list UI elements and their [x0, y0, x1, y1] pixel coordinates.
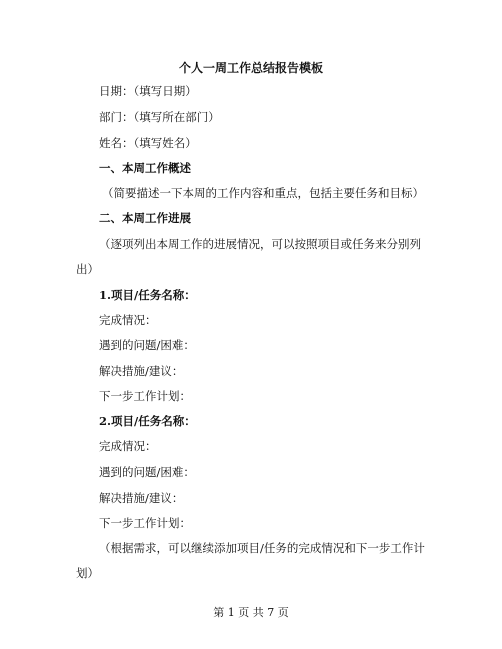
closing-note: （根据需求，可以继续添加项目/任务的完成情况和下一步工作计	[99, 541, 425, 555]
item1-next-plan: 下一步工作计划：	[99, 389, 191, 403]
section2-heading: 二、本周工作进展	[99, 211, 191, 225]
item1-completion: 完成情况：	[99, 313, 157, 327]
item1-problems: 遇到的问题/困难：	[99, 338, 195, 352]
page-number: 第 1 页 共 7 页	[213, 606, 289, 619]
item2-completion: 完成情况：	[99, 439, 157, 453]
date-field: 日期：（填写日期）	[99, 84, 197, 98]
department-field: 部门：（填写所在部门）	[99, 110, 220, 124]
item2-problems: 遇到的问题/困难：	[99, 465, 195, 479]
section2-intro-cont: 出）	[76, 262, 99, 276]
name-field: 姓名：（填写姓名）	[99, 136, 197, 150]
closing-note-cont: 划）	[76, 566, 99, 580]
section2-intro: （逐项列出本周工作的进展情况，可以按照项目或任务来分别列	[99, 237, 421, 251]
section1-heading: 一、本周工作概述	[99, 161, 191, 175]
item2-heading: 2.项目/任务名称：	[99, 414, 196, 428]
item1-heading: 1.项目/任务名称：	[99, 288, 196, 302]
item2-next-plan: 下一步工作计划：	[99, 516, 191, 530]
document-title: 个人一周工作总结报告模板	[178, 61, 323, 75]
item2-solutions: 解决措施/建议：	[99, 491, 184, 505]
item1-solutions: 解决措施/建议：	[99, 364, 184, 378]
section1-body: （简要描述一下本周的工作内容和重点，包括主要任务和目标）	[102, 186, 424, 200]
